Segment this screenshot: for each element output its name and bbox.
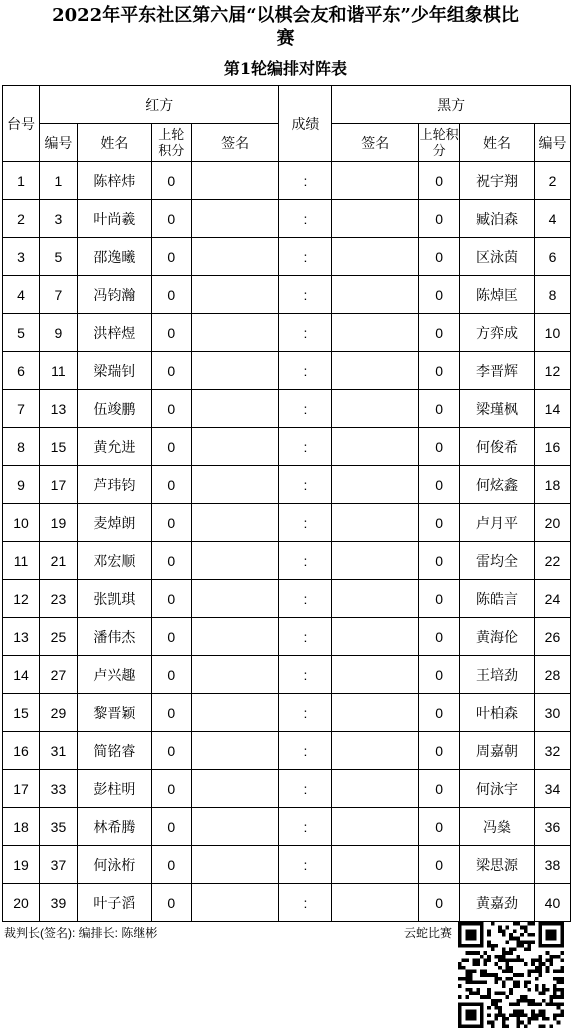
red-sign-cell — [191, 352, 279, 390]
black-prev-score-cell: 0 — [419, 238, 460, 276]
board-number-cell: 8 — [3, 428, 40, 466]
red-sign-cell — [191, 542, 279, 580]
red-prev-score-cell: 0 — [151, 238, 191, 276]
black-prev-score-cell: 0 — [419, 580, 460, 618]
red-name-cell: 潘伟杰 — [77, 618, 151, 656]
black-name-cell: 黄嘉劲 — [460, 884, 535, 922]
black-number-cell: 30 — [534, 694, 570, 732]
title-line-2: 赛 — [276, 28, 295, 49]
red-prev-score-cell: 0 — [151, 656, 191, 694]
red-name-cell: 邓宏顺 — [77, 542, 151, 580]
red-number-cell: 7 — [39, 276, 77, 314]
red-number-cell: 39 — [39, 884, 77, 922]
red-prev-score-cell: 0 — [151, 846, 191, 884]
black-sign-cell — [332, 770, 419, 808]
black-number-cell: 18 — [534, 466, 570, 504]
header-black-number: 编号 — [534, 124, 570, 162]
table-row — [3, 884, 571, 922]
result-cell: : — [279, 238, 332, 276]
table-row — [3, 428, 571, 466]
black-number-cell: 6 — [534, 238, 570, 276]
black-prev-score-cell: 0 — [419, 618, 460, 656]
board-number-cell: 19 — [3, 846, 40, 884]
black-prev-score-cell: 0 — [419, 694, 460, 732]
header-red-sign: 签名 — [191, 124, 279, 162]
black-sign-cell — [332, 884, 419, 922]
result-cell: : — [279, 770, 332, 808]
table-row — [3, 694, 571, 732]
result-cell: : — [279, 656, 332, 694]
black-name-cell: 祝宇翔 — [460, 162, 535, 200]
result-cell: : — [279, 884, 332, 922]
result-cell: : — [279, 846, 332, 884]
black-number-cell: 14 — [534, 390, 570, 428]
red-sign-cell — [191, 314, 279, 352]
black-number-cell: 28 — [534, 656, 570, 694]
black-name-cell: 冯燊 — [460, 808, 535, 846]
black-number-cell: 38 — [534, 846, 570, 884]
black-number-cell: 20 — [534, 504, 570, 542]
board-number-cell: 11 — [3, 542, 40, 580]
red-sign-cell — [191, 504, 279, 542]
red-sign-cell — [191, 808, 279, 846]
result-cell: : — [279, 580, 332, 618]
black-number-cell: 4 — [534, 200, 570, 238]
black-sign-cell — [332, 580, 419, 618]
black-sign-cell — [332, 276, 419, 314]
red-number-cell: 23 — [39, 580, 77, 618]
red-prev-score-cell: 0 — [151, 732, 191, 770]
table-row — [3, 162, 571, 200]
red-sign-cell — [191, 162, 279, 200]
red-sign-cell — [191, 884, 279, 922]
table-row — [3, 276, 571, 314]
black-number-cell: 24 — [534, 580, 570, 618]
black-sign-cell — [332, 732, 419, 770]
black-number-cell: 34 — [534, 770, 570, 808]
red-sign-cell — [191, 200, 279, 238]
black-number-cell: 12 — [534, 352, 570, 390]
red-number-cell: 25 — [39, 618, 77, 656]
red-prev-score-cell: 0 — [151, 542, 191, 580]
table-row — [3, 466, 571, 504]
board-number-cell: 1 — [3, 162, 40, 200]
black-prev-score-cell: 0 — [419, 846, 460, 884]
red-name-cell: 陈梓炜 — [77, 162, 151, 200]
black-number-cell: 40 — [534, 884, 570, 922]
red-prev-score-cell: 0 — [151, 504, 191, 542]
black-sign-cell — [332, 314, 419, 352]
red-number-cell: 5 — [39, 238, 77, 276]
black-name-cell: 陈皓言 — [460, 580, 535, 618]
red-number-cell: 21 — [39, 542, 77, 580]
board-number-cell: 15 — [3, 694, 40, 732]
board-number-cell: 5 — [3, 314, 40, 352]
red-number-cell: 1 — [39, 162, 77, 200]
board-number-cell: 10 — [3, 504, 40, 542]
black-sign-cell — [332, 428, 419, 466]
black-sign-cell — [332, 808, 419, 846]
black-sign-cell — [332, 390, 419, 428]
black-sign-cell — [332, 504, 419, 542]
footer-signatures: 裁判长(签名): 编排长: 陈继彬 — [4, 926, 158, 940]
red-name-cell: 彭柱明 — [77, 770, 151, 808]
black-number-cell: 32 — [534, 732, 570, 770]
red-sign-cell — [191, 390, 279, 428]
board-number-cell: 9 — [3, 466, 40, 504]
black-prev-score-cell: 0 — [419, 390, 460, 428]
result-cell: : — [279, 466, 332, 504]
black-name-cell: 方弈成 — [460, 314, 535, 352]
red-number-cell: 29 — [39, 694, 77, 732]
black-prev-score-cell: 0 — [419, 808, 460, 846]
black-sign-cell — [332, 466, 419, 504]
black-prev-score-cell: 0 — [419, 732, 460, 770]
board-number-cell: 6 — [3, 352, 40, 390]
result-cell: : — [279, 428, 332, 466]
board-number-cell: 16 — [3, 732, 40, 770]
red-name-cell: 麦焯朗 — [77, 504, 151, 542]
result-cell: : — [279, 200, 332, 238]
black-number-cell: 16 — [534, 428, 570, 466]
red-number-cell: 31 — [39, 732, 77, 770]
red-sign-cell — [191, 732, 279, 770]
black-prev-score-cell: 0 — [419, 504, 460, 542]
table-row — [3, 618, 571, 656]
red-number-cell: 13 — [39, 390, 77, 428]
black-prev-score-cell: 0 — [419, 884, 460, 922]
table-row — [3, 200, 571, 238]
black-name-cell: 臧泊森 — [460, 200, 535, 238]
table-row — [3, 390, 571, 428]
red-prev-score-cell: 0 — [151, 808, 191, 846]
black-name-cell: 何泳宇 — [460, 770, 535, 808]
header-red-prev-score: 上轮积分 — [151, 124, 191, 162]
red-prev-score-cell: 0 — [151, 200, 191, 238]
red-sign-cell — [191, 466, 279, 504]
black-prev-score-cell: 0 — [419, 314, 460, 352]
result-cell: : — [279, 694, 332, 732]
red-name-cell: 叶尚羲 — [77, 200, 151, 238]
red-name-cell: 黄允进 — [77, 428, 151, 466]
board-number-cell: 13 — [3, 618, 40, 656]
red-number-cell: 11 — [39, 352, 77, 390]
result-cell: : — [279, 352, 332, 390]
red-name-cell: 芦玮钧 — [77, 466, 151, 504]
page-title — [0, 4, 571, 50]
red-number-cell: 9 — [39, 314, 77, 352]
table-row — [3, 352, 571, 390]
footer-brand: 云蛇比赛 — [404, 926, 453, 940]
table-row — [3, 504, 571, 542]
red-sign-cell — [191, 656, 279, 694]
red-number-cell: 19 — [39, 504, 77, 542]
table-row — [3, 732, 571, 770]
red-prev-score-cell: 0 — [151, 390, 191, 428]
header-result: 成绩 — [279, 86, 332, 162]
black-name-cell: 卢月平 — [460, 504, 535, 542]
board-number-cell: 17 — [3, 770, 40, 808]
red-number-cell: 35 — [39, 808, 77, 846]
header-board: 台号 — [3, 86, 40, 162]
red-number-cell: 27 — [39, 656, 77, 694]
red-name-cell: 伍竣鹏 — [77, 390, 151, 428]
header-red-name: 姓名 — [77, 124, 151, 162]
red-sign-cell — [191, 770, 279, 808]
black-name-cell: 叶柏森 — [460, 694, 535, 732]
black-name-cell: 梁思源 — [460, 846, 535, 884]
board-number-cell: 14 — [3, 656, 40, 694]
table-row — [3, 580, 571, 618]
black-number-cell: 2 — [534, 162, 570, 200]
red-sign-cell — [191, 618, 279, 656]
result-cell: : — [279, 504, 332, 542]
black-name-cell: 雷均全 — [460, 542, 535, 580]
red-name-cell: 叶子滔 — [77, 884, 151, 922]
header-black: 黑方 — [332, 86, 571, 124]
black-sign-cell — [332, 656, 419, 694]
board-number-cell: 7 — [3, 390, 40, 428]
red-sign-cell — [191, 846, 279, 884]
red-prev-score-cell: 0 — [151, 618, 191, 656]
table-row — [3, 542, 571, 580]
red-prev-score-cell: 0 — [151, 694, 191, 732]
black-name-cell: 何俊希 — [460, 428, 535, 466]
black-number-cell: 26 — [534, 618, 570, 656]
red-name-cell: 梁瑞钊 — [77, 352, 151, 390]
black-prev-score-cell: 0 — [419, 466, 460, 504]
red-name-cell: 黎晋颖 — [77, 694, 151, 732]
red-prev-score-cell: 0 — [151, 352, 191, 390]
red-prev-score-cell: 0 — [151, 770, 191, 808]
result-cell: : — [279, 732, 332, 770]
board-number-cell: 20 — [3, 884, 40, 922]
black-name-cell: 何炫鑫 — [460, 466, 535, 504]
black-prev-score-cell: 0 — [419, 770, 460, 808]
result-cell: : — [279, 276, 332, 314]
black-sign-cell — [332, 200, 419, 238]
black-sign-cell — [332, 352, 419, 390]
red-prev-score-cell: 0 — [151, 466, 191, 504]
black-prev-score-cell: 0 — [419, 200, 460, 238]
round-subtitle: 第1轮编排对阵表 — [223, 59, 348, 78]
black-name-cell: 李晋辉 — [460, 352, 535, 390]
board-number-cell: 18 — [3, 808, 40, 846]
black-prev-score-cell: 0 — [419, 656, 460, 694]
table-row — [3, 314, 571, 352]
red-number-cell: 3 — [39, 200, 77, 238]
red-name-cell: 洪梓煜 — [77, 314, 151, 352]
black-prev-score-cell: 0 — [419, 542, 460, 580]
pairing-table — [2, 85, 571, 922]
result-cell: : — [279, 618, 332, 656]
red-number-cell: 17 — [39, 466, 77, 504]
board-number-cell: 3 — [3, 238, 40, 276]
red-name-cell: 何泳桁 — [77, 846, 151, 884]
header-red-number: 编号 — [39, 124, 77, 162]
board-number-cell: 4 — [3, 276, 40, 314]
red-name-cell: 简铭睿 — [77, 732, 151, 770]
black-number-cell: 10 — [534, 314, 570, 352]
red-name-cell: 林希腾 — [77, 808, 151, 846]
title-line-1: 2022年平东社区第六届“以棋会友和谐平东”少年组象棋比 — [52, 5, 519, 26]
black-prev-score-cell: 0 — [419, 428, 460, 466]
table-row — [3, 808, 571, 846]
result-cell: : — [279, 162, 332, 200]
board-number-cell: 2 — [3, 200, 40, 238]
result-cell: : — [279, 314, 332, 352]
black-prev-score-cell: 0 — [419, 162, 460, 200]
red-sign-cell — [191, 694, 279, 732]
red-prev-score-cell: 0 — [151, 314, 191, 352]
red-name-cell: 卢兴趣 — [77, 656, 151, 694]
header-black-sign: 签名 — [332, 124, 419, 162]
red-number-cell: 33 — [39, 770, 77, 808]
table-row — [3, 770, 571, 808]
red-name-cell: 冯钧瀚 — [77, 276, 151, 314]
black-sign-cell — [332, 162, 419, 200]
header-red: 红方 — [39, 86, 279, 124]
black-number-cell: 22 — [534, 542, 570, 580]
black-sign-cell — [332, 846, 419, 884]
black-name-cell: 黄海伦 — [460, 618, 535, 656]
result-cell: : — [279, 390, 332, 428]
red-name-cell: 邵逸曦 — [77, 238, 151, 276]
black-name-cell: 陈焯匡 — [460, 276, 535, 314]
black-sign-cell — [332, 694, 419, 732]
header-black-name: 姓名 — [460, 124, 535, 162]
red-prev-score-cell: 0 — [151, 580, 191, 618]
red-name-cell: 张凯琪 — [77, 580, 151, 618]
black-number-cell: 8 — [534, 276, 570, 314]
black-prev-score-cell: 0 — [419, 276, 460, 314]
black-name-cell: 周嘉朝 — [460, 732, 535, 770]
red-sign-cell — [191, 238, 279, 276]
board-number-cell: 12 — [3, 580, 40, 618]
result-cell: : — [279, 542, 332, 580]
black-name-cell: 区泳茵 — [460, 238, 535, 276]
red-number-cell: 37 — [39, 846, 77, 884]
black-prev-score-cell: 0 — [419, 352, 460, 390]
qr-code — [455, 922, 567, 1028]
red-prev-score-cell: 0 — [151, 162, 191, 200]
black-name-cell: 王培劲 — [460, 656, 535, 694]
result-cell: : — [279, 808, 332, 846]
red-sign-cell — [191, 276, 279, 314]
red-number-cell: 15 — [39, 428, 77, 466]
red-prev-score-cell: 0 — [151, 428, 191, 466]
black-name-cell: 梁瑾枫 — [460, 390, 535, 428]
red-sign-cell — [191, 580, 279, 618]
table-row — [3, 238, 571, 276]
table-row — [3, 846, 571, 884]
black-sign-cell — [332, 238, 419, 276]
header-black-prev-score: 上轮积分 — [419, 124, 460, 162]
black-sign-cell — [332, 618, 419, 656]
table-row — [3, 656, 571, 694]
red-sign-cell — [191, 428, 279, 466]
black-number-cell: 36 — [534, 808, 570, 846]
red-prev-score-cell: 0 — [151, 884, 191, 922]
black-sign-cell — [332, 542, 419, 580]
red-prev-score-cell: 0 — [151, 276, 191, 314]
